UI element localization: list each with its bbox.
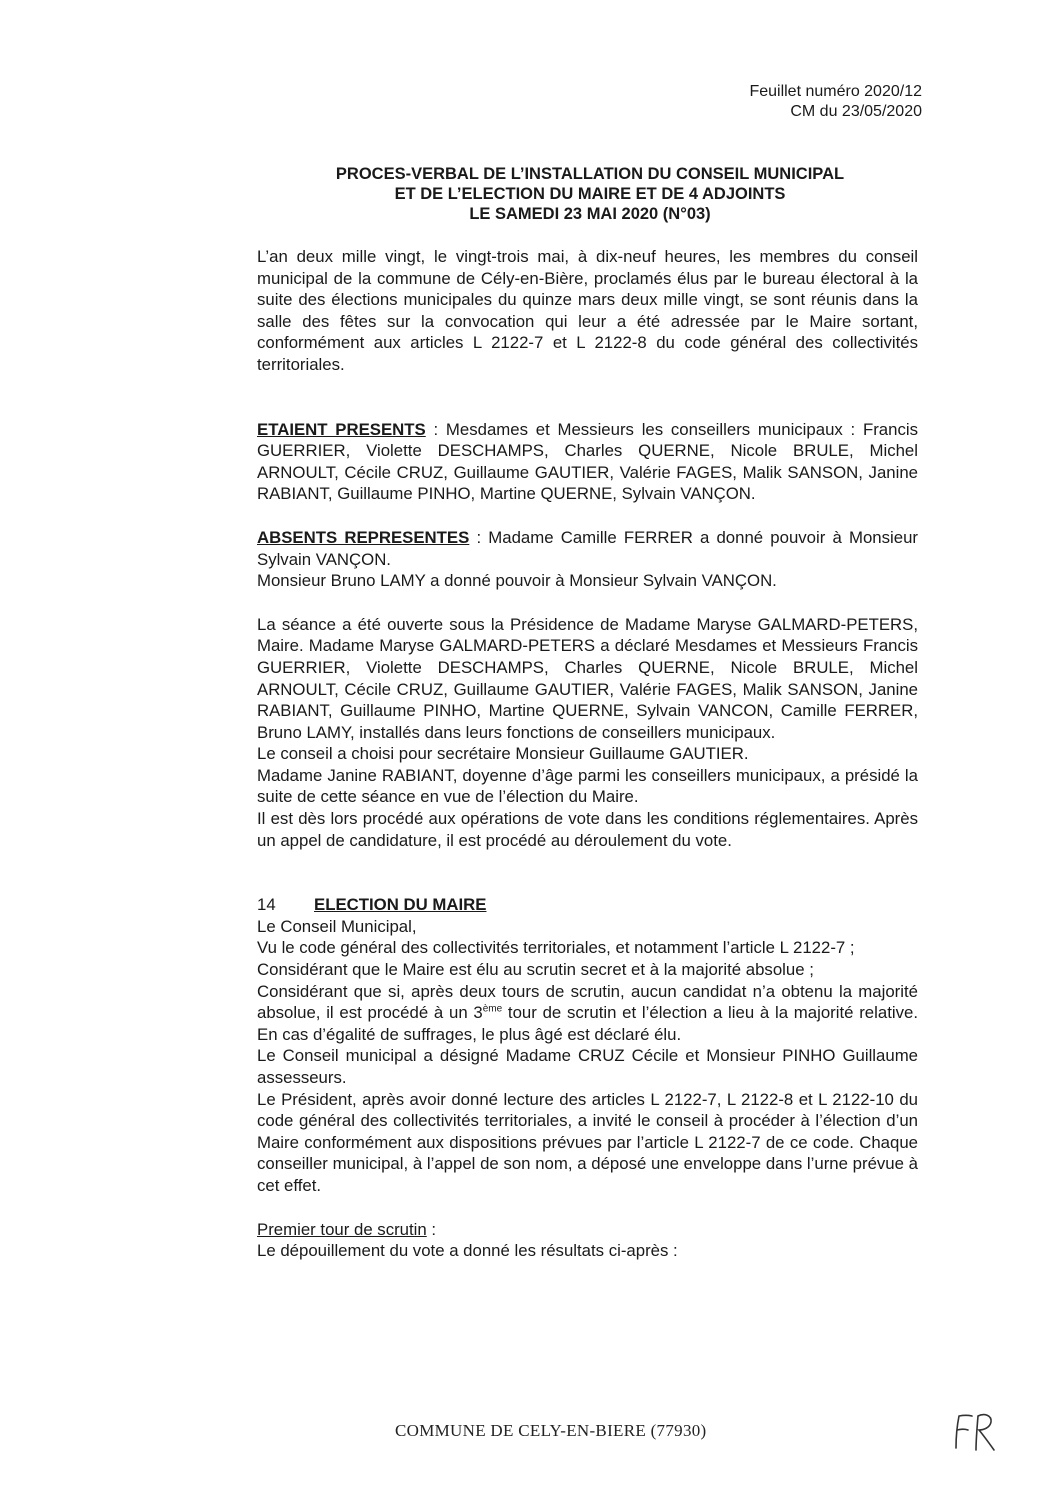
session-paragraph-3: Madame Janine RABIANT, doyenne d’âge parmi les conseillers municipaux, a présidé la suite de cette séance en vue de l’élection du Maire. — [257, 765, 918, 807]
third-round-sup: ème — [482, 1003, 503, 1015]
section-line-1: Le Conseil Municipal, — [257, 916, 417, 936]
section-heading — [257, 894, 918, 916]
section-line-2: Vu le code général des collectivités territoriales, et notamment l’article L 2122-7 ; — [257, 938, 855, 958]
absents-paragraph — [257, 527, 918, 570]
footer-commune: COMMUNE DE CELY-EN-BIERE (77930) — [395, 1421, 707, 1440]
session-paragraph-2: Le conseil a choisi pour secrétaire Monsieur Guillaume GAUTIER. — [257, 744, 749, 764]
absents-line-2: Monsieur Bruno LAMY a donné pouvoir à Monsieur Sylvain VANÇON. — [257, 571, 777, 591]
sheet-reference — [749, 82, 922, 122]
title-line-2: ET DE L’ELECTION DU MAIRE ET DE 4 ADJOINTS — [394, 185, 786, 203]
assessors-paragraph: Le Conseil municipal a désigné Madame CRUZ Cécile et Monsieur PINHO Guillaume assesseurs. — [257, 1046, 918, 1087]
presents-label: ETAIENT PRESENTS — [257, 419, 426, 439]
document-body — [257, 246, 918, 1262]
presents-paragraph — [257, 419, 918, 505]
third-round-text-b: tour de scrutin et l’élection a lieu à la majorité relative. En cas d’égalité de suffrages, le plus âgé est déclaré élu. — [257, 1003, 918, 1044]
intro-paragraph: L’an deux mille vingt, le vingt-trois mai, à dix-neuf heures, les membres du conseil municipal de la commune de Cély-en-Bière, proclamés élus par le bureau électoral à la suite des élections municipales du quinze mars deux mille vingt, se sont réunis dans la salle des fêtes sur la convocation qui leur a été adressée par le Maire sortant, conformément aux articles L 2122-7 et L 2122-8 du code général des collectivités territoriales. — [257, 247, 918, 374]
section-number: 14 — [257, 895, 276, 915]
absents-text: : Madame Camille FERRER a donné pouvoir à Monsieur Sylvain VANÇON. — [257, 527, 918, 569]
sheet-number: Feuillet numéro 2020/12 — [749, 83, 922, 100]
document-title — [250, 164, 930, 224]
presents-text: : Mesdames et Messieurs les conseillers municipaux : Francis GUERRIER, Violette DESCHAMPS, Charles QUERNE, Nicole BRULE, Michel ARNOULT, Cécile CRUZ, Guillaume GAUTIER, Valérie FAGES, Malik SANSON, Janine RABIANT, Guillaume PINHO, Martine QUERNE, Sylvain VANÇON. — [257, 419, 918, 504]
first-round-suffix: : — [426, 1219, 437, 1239]
handwritten-initials — [950, 1410, 998, 1452]
title-line-3: LE SAMEDI 23 MAI 2020 (N°03) — [469, 205, 711, 223]
absents-label: ABSENTS REPRESENTES — [257, 527, 470, 547]
title-line-1: PROCES-VERBAL DE L’INSTALLATION DU CONSEIL MUNICIPAL — [335, 165, 845, 183]
session-paragraph-1: La séance a été ouverte sous la Présidence de Madame Maryse GALMARD-PETERS, Maire. Madame Maryse GALMARD-PETERS a déclaré Mesdames et Messieurs Francis GUERRIER, Violette DESCHAMPS, Charles QUERNE, Nicole BRULE, Michel ARNOULT, Cécile CRUZ, Guillaume GAUTIER, Valérie FAGES, Malik SANSON, Janine RABIANT, Guillaume PINHO, Martine QUERNE, Sylvain VANCON, Camille FERRER, Bruno LAMY, installés dans leurs fonctions de conseillers municipaux. — [257, 614, 918, 742]
section-title: ELECTION DU MAIRE — [314, 895, 487, 915]
president-paragraph: Le Président, après avoir donné lecture des articles L 2122-7, L 2122-8 et L 2122-10 du code général des collectivités territoriales, a invité le conseil à procéder à l’élection d’un Maire conformément aux dispositions prévues par l’article L 2122-7 de ce code. Chaque conseiller municipal, à l’appel de son nom, a déposé une enveloppe dans l’urne prévue à cet effet. — [257, 1089, 918, 1195]
first-round-text: Le dépouillement du vote a donné les résultats ci-après : — [257, 1241, 678, 1261]
session-paragraph-4: Il est dès lors procédé aux opérations de vote dans les conditions réglementaires. Après un appel de candidature, il est procédé au déroulement du vote. — [257, 809, 918, 850]
first-round-heading — [257, 1219, 918, 1241]
meeting-date: CM du 23/05/2020 — [790, 103, 922, 120]
third-round-paragraph — [257, 981, 918, 1046]
third-round-text-a: Considérant que si, après deux tours de scrutin, aucun candidat n’a obtenu la majorité absolue, il est procédé à un 3 — [257, 981, 918, 1023]
first-round-label: Premier tour de scrutin — [257, 1219, 427, 1239]
section-line-3: Considérant que le Maire est élu au scrutin secret et à la majorité absolue ; — [257, 960, 814, 980]
